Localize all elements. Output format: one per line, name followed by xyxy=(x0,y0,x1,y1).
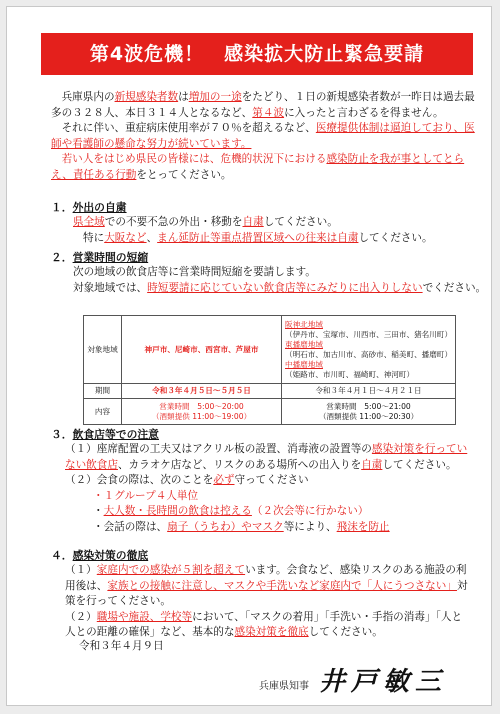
label-content: 内容 xyxy=(84,399,122,425)
section-3 xyxy=(51,427,491,535)
section-4-item-1: （１）家庭内での感染が５割を超えています。会食など、感染リスクのある施設の利用後は、家族との接触に注意し、マスクや手洗いなど家庭内で「人にうつさない」対策を行ってください。 xyxy=(65,564,468,607)
section-2-line-2: 対象地域では、時短要請に応じていない飲食店等にみだりに出入りしないでください。 xyxy=(73,281,487,294)
section-3-bullet-2: ・大人数・長時間の飲食は控える（２次会等に行かない） xyxy=(93,505,369,517)
intro-paragraph-1: 兵庫県内の新規感染者数は増加の一途をたどり、１日の新規感染者数が一昨日は過去最多の３２８人、本日３１４人となるなど、第４波に入ったと言わざるを得ません。 xyxy=(51,91,475,119)
content-b: 営業時間 5:00～21:00 （酒類提供 11:00～20:30） xyxy=(282,399,456,425)
period-b: 令和３年４月１日～４月２１日 xyxy=(282,384,456,399)
signer-title: 兵庫県知事 xyxy=(259,681,309,692)
area-group-a: 神戸市、尼崎市、西宮市、芦屋市 xyxy=(122,316,282,384)
area-group-b: 阪神北地域 （伊丹市、宝塚市、川西市、三田市、猪名川町） 東播磨地域 （明石市、加古川市、高砂市、稲美町、播磨町） 中播磨地域 （姫路市、市川町、福崎町、神河町） xyxy=(282,316,456,384)
intro-paragraph-2: それに伴い、重症病床使用率が７０％を超えるなど、医療提供体制は逼迫しており、医師や看護師の懸命な努力が続いています。 xyxy=(51,122,475,150)
section-1-line-2: 特に大阪など、まん延防止等重点措置区域への往来は自粛してください。 xyxy=(83,231,433,244)
section-1-line-1: 県全域での不要不急の外出・移動を自粛してください。 xyxy=(73,216,338,228)
section-4 xyxy=(51,548,491,641)
section-3-bullet-1: ・１グループ４人単位 xyxy=(93,489,199,502)
section-2-heading: ２．営業時間の短縮 xyxy=(51,251,149,264)
section-1-heading: １．外出の自粛 xyxy=(51,201,127,214)
section-2 xyxy=(51,250,491,296)
business-hours-table xyxy=(83,315,456,425)
intro-text xyxy=(51,90,476,183)
notice-sheet xyxy=(6,6,492,706)
section-2-line-1: 次の地域の飲食店等に営業時間短縮を要請します。 xyxy=(73,266,316,278)
section-4-heading: ４．感染対策の徹底 xyxy=(51,549,149,562)
period-a: 令和３年４月５日～５月５日 xyxy=(122,384,282,399)
section-4-item-2: （２）職場や施設、学校等において、「マスクの着用」「手洗い・手指の消毒」「人と人との距離の確保」など、基本的な感染対策を徹底してください。 xyxy=(65,610,463,638)
title-banner: 第4波危機！ 感染拡大防止緊急要請 xyxy=(41,33,473,75)
section-1 xyxy=(51,200,491,246)
section-3-item-1: （１）座席配置の工夫又はアクリル板の設置、消毒液の設置等の感染対策を行っていない飲食店、カラオケ店など、リスクのある場所への出入りを自粛してください。 xyxy=(65,443,468,471)
content-a: 営業時間 5:00～20:00 （酒類提供 11:00～19:00） xyxy=(122,399,282,425)
section-3-item-2: （２）会食の際は、次のことを必ず守ってください xyxy=(65,474,309,486)
section-3-bullet-3: ・会話の際は、扇子（うちわ）やマスク等により、飛沫を防止 xyxy=(93,520,390,533)
label-period: 期間 xyxy=(84,384,122,399)
governor-signature: 井戸敏三 xyxy=(319,667,448,697)
issue-date: 令和３年４月９日 xyxy=(79,640,164,652)
section-3-heading: ３．飲食店等での注意 xyxy=(51,428,159,441)
label-target-area: 対象地域 xyxy=(84,316,122,384)
intro-paragraph-3: 若い人をはじめ県民の皆様には、危機的状況下における感染防止を我が事としてとらえ、責任ある行動をとってください。 xyxy=(51,153,465,181)
